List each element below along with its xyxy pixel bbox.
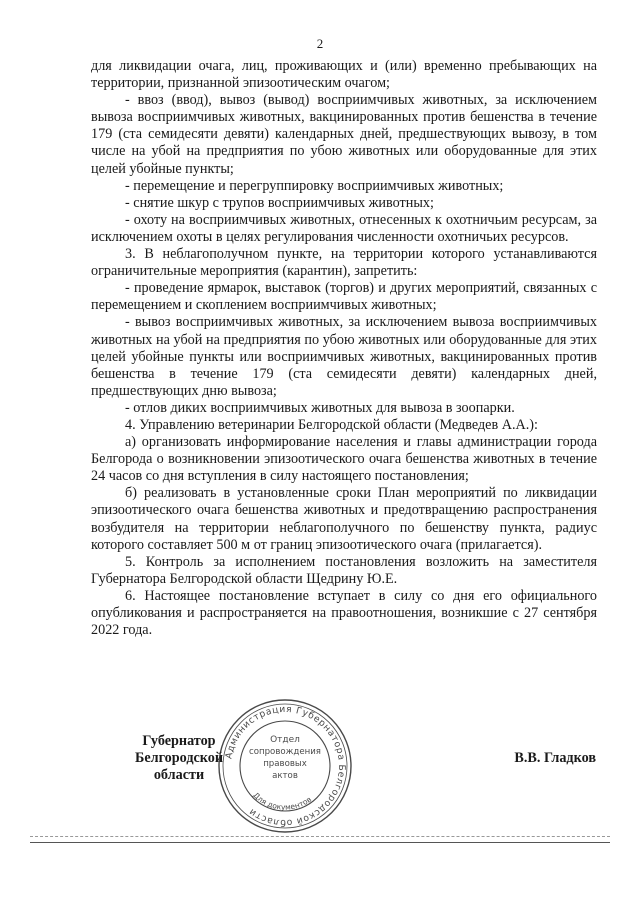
footer-dashed-line [30,836,610,837]
paragraph-item-6: 6. Настоящее постановление вступает в силу со дня его официального опубликования и распространяется на правоотношения, возникшие с 27 сентября 2022 года. [91,587,597,639]
paragraph-continuation: для ликвидации очага, лиц, проживающих и (или) временно пребывающих на территории, признанной эпизоотическим очагом; [91,58,597,92]
paragraph-item-4b: б) реализовать в установленные сроки План мероприятий по ликвидации эпизоотического очага бешенства животных и предотвращению распространения возбудителя на территории неблагополучного по бешенству пункта, радиус которого составляет 500 м от границ эпизоотического очага (прилагается). [91,485,597,553]
official-stamp-icon [215,696,355,836]
paragraph-bullet-skins: - снятие шкур с трупов восприимчивых животных; [125,194,434,211]
stamp-inner-line3: правовых [263,759,307,769]
paragraph-bullet-wild: - отлов диких восприимчивых животных для вывоза в зоопарки. [125,399,515,416]
stamp-inner-line4: актов [272,771,298,781]
page-number: 2 [316,36,324,51]
paragraph-bullet-export: - вывоз восприимчивых животных, за исключением вывоза восприимчивых животных на убой на предприятия по убою животных или оборудованные для этих целей убойные пункты или восприимчивых животных, вакцинированных против бешенства в течение 179 (ста семидесяти девяти) календарных дней, предшествующих дню вывоза; [91,314,597,399]
stamp-inner-line1: Отдел [270,735,300,745]
paragraph-item-3: 3. В неблагополучном пункте, на территории которого устанавливаются ограничительные мероприятия (карантин), запретить: [91,246,597,280]
paragraph-bullet-movement: - перемещение и перегруппировку восприимчивых животных; [125,177,504,194]
paragraph-bullet-hunting: - охоту на восприимчивых животных, отнесенных к охотничьим ресурсам, за исключением охоты в целях регулирования численности охотничьих ресурсов. [91,211,597,245]
paragraph-item-4: 4. Управлению ветеринарии Белгородской области (Медведев А.А.): [125,416,538,433]
paragraph-bullet-import: - ввоз (ввод), вывоз (вывод) восприимчивых животных, за исключением вывоза восприимчивых животных, вакцинированных против бешенства в течение 179 (ста семидесяти девяти) календарных дней, предшествующих вывозу, в том числе на убой на предприятия по убою животных или оборудованные для этих целей убойные пункты; [91,92,597,177]
stamp-outer-text: Администрация Губернатора Белгородской области [223,703,348,829]
document-body [91,58,597,639]
signatory-title-line1: Губернатор [142,733,216,749]
paragraph-item-4a: а) организовать информирование населения и главы администрации города Белгорода о возникновении эпизоотического очага бешенства животных в течение 24 часов со дня вступления в силу настоящего постановления; [91,434,597,485]
stamp-inner-line2: сопровождения [249,747,321,757]
footer-divider [30,842,610,843]
stamp-bottom-text: Для документов [251,790,314,812]
paragraph-item-5: 5. Контроль за исполнением постановления возложить на заместителя Губернатора Белгородской области Щедрину Ю.Е. [91,553,597,587]
signatory-name: В.В. Гладков [514,750,596,766]
paragraph-bullet-fairs: - проведение ярмарок, выставок (торгов) и других мероприятий, связанных с перемещением и скоплением восприимчивых животных; [91,280,597,314]
signatory-title-line2: Белгородской области [134,750,224,783]
